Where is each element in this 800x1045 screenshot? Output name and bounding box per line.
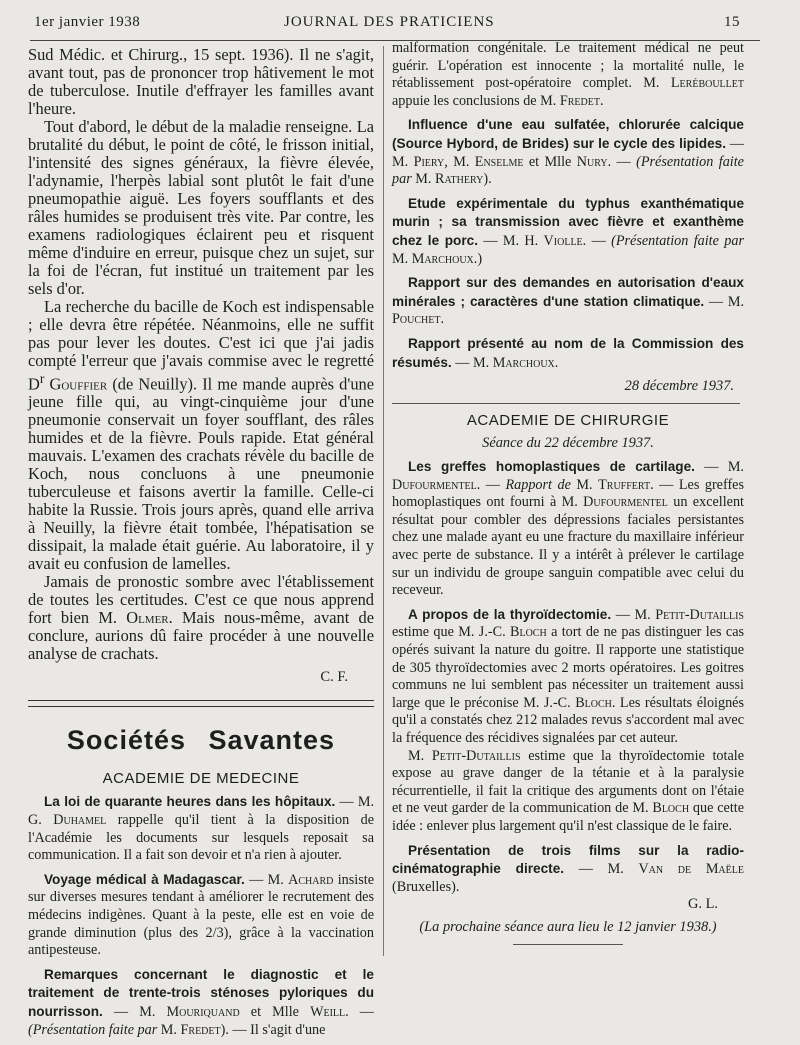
person-name: Rathery [434,171,484,188]
text-run: ). [483,171,492,188]
chirurgie-signature: G. L. [688,896,718,913]
text-run: — M. [451,354,493,371]
text-run: malformation congénitale. Le traitement médical ne peut guérir. L'opération est innocente ; la mortalité nulle, le rétablissement post-opératoire complet. M. [392,40,744,92]
text-run: .) [473,250,483,267]
article-paragraph [28,298,374,573]
text-run: . Les résultats éloignés qu'il a constatés chez 212 malades revus s'accordent mal avec la fréquence des récidives signalées par cet auteur. [392,694,744,746]
person-name: Mouriquand [166,1004,240,1020]
news-entry [28,966,374,1039]
text-run: . — [476,476,506,493]
news-entry [392,274,744,329]
end-rule [513,944,623,945]
news-entry [392,195,744,268]
text-run: insiste sur diverses mesures tendant à améliorer le recrutement des médecins indigènes. Quant à la peste, elle est en voie de grande diminution (plus des 2/3), grâce à la vaccination antipesteuse. [28,871,374,959]
person-name: Achard [288,871,334,888]
text-run: — M. [102,1004,167,1020]
column-divider [383,46,384,956]
text-run: un excellent résultat pour combler des dépressions faciales persistantes chez une malade ayant eu une fracture du maxillaire inférieur avec perte de substance. Il y a intérêt à prélever le cartilage sur un individu de groupe sanguin compatible avec celui du receveur. [392,494,745,599]
text-run: et Mlle [523,153,577,170]
person-name: Dufourmentel [392,476,477,493]
text-run: ). — Il s'agit d'une [220,1021,326,1038]
section-double-rule [28,700,374,707]
text-run: a tort de ne pas distinguer les cas opérés suivant la nature du goitre. Il rapporte une statistique de 305 thyroïdectomies avec 2 morts opératoires. Les goitres communs ne lui semblent pas nécessiter un traitement aussi large que le préconise M. J.-C. [392,624,745,711]
news-entry [392,458,744,600]
session-date: Séance du 22 décembre 1937. [482,435,654,452]
article-paragraph: Tout d'abord, le début de la maladie renseigne. La brutalité du début, le point de côté, le frisson initial, l'intensité des signes généraux, la fièvre élevée, l'adynamie, l'herpès labial sont plutôt le fait d'une pneumopathie aiguë. Les foyers soufflants et des râles humides se produisent très vite. Par contre, les examens radiologiques éclairent peu et risquent même d'induire en erreur, puisque chez un sujet, sur la foi de l'écran, fut institué un traitement par les sels d'or. [28,117,374,298]
medecine-news [28,793,374,1039]
person-name: Truffert [598,476,651,493]
news-paragraph [392,748,744,836]
person-name: Dufourmentel [583,494,668,511]
article-paragraph: Sud Médic. et Chirurg., 15 sept. 1936). Il ne s'agit, avant tout, pas de prononcer trop hâtivement le mot de tuberculose. Inutile d'effrayer les familles avant l'heure. [28,45,374,118]
text-run: . [440,311,444,328]
text-run: M. [570,476,599,493]
text-run: — M. [244,871,289,888]
person-name: Fredet [559,92,600,109]
text-run: et Mlle [239,1004,311,1020]
text-run: que cette idée : enlever plus largement qu'il n'est classique de le faire. [392,800,744,834]
person-name: Nury [576,153,608,170]
person-name: Weill [310,1004,346,1020]
person-name: Bloch [510,624,547,641]
person-name: Piery [413,153,445,170]
text-run: . [599,92,604,109]
text-run: M. [408,747,432,764]
entry-title: Voyage médical à Madagascar. [44,871,245,887]
entry-title: Influence d'une eau sulfatée, chlorurée calcique (Source Hybord, de Brides) sur le cycle des lipides. [392,117,744,151]
news-entry [28,871,374,960]
person-name: Enselme [474,153,524,170]
text-run: — M. [392,135,744,170]
person-name: Leréboullet [670,75,744,92]
entry-title: Rapport présenté au nom de la Commission des résumés. [392,335,744,370]
right-column [392,40,745,945]
news-entry [392,842,744,897]
section-rule [392,403,740,404]
person-name: Bloch [575,694,612,711]
rapport-note: Rapport de [505,476,571,493]
running-head [34,14,740,34]
page-number: 15 [724,14,740,30]
person-name: Pouchet [392,311,441,328]
text-run: — M. [564,861,639,878]
text-run: . — [582,232,612,249]
person-name: Bloch [652,800,690,817]
person-name: Olmer [126,608,169,628]
academy-heading: ACADEMIE DE MEDECINE [102,770,300,788]
news-entry [392,116,744,188]
text-run: (Bruxelles). [392,878,460,895]
text-run: , M. [444,153,475,170]
entry-title: La loi de quarante heures dans les hôpitaux. [44,794,336,810]
text-run: — M. [694,459,744,476]
entry-title: Rapport sur des demandes en autorisation d'eaux minérales ; caractères d'une station climatique. [392,275,744,309]
news-entry [392,606,744,748]
text-run: r [39,371,45,386]
journal-title: JOURNAL DES PRATICIENS [284,14,495,30]
entry-title: Etude expérimentale du typhus exanthématique murin ; sa transmission avec fièvre et exanthème chez le porc. [392,195,744,248]
text-run: La recherche du bacille de Koch est indispensable ; elle devra être répétée. Néanmoins, elle ne suffit pas pour lever les doutes. C'est ici que j'ai jadis compté l'erreur que j'avais commise avec le regretté D [28,297,374,394]
text-run: — M. [611,606,656,623]
news-entry [28,793,374,864]
presentation-note: (Présentation faite par [392,153,744,188]
entry-title: Remarques concernant le diagnostic et le traitement de trente-trois sténoses pyloriques du nourrisson. [28,966,374,1019]
text-run: M. [411,171,435,188]
person-name: Petit-Dutaillis [655,606,744,623]
section-title: Sociétés Savantes [66,725,336,756]
text-run: . [554,354,559,371]
news-entry [392,335,744,372]
entry-title: Présentation de trois films sur la radio-cinématographie directe. [392,842,744,877]
text-run: rappelle qu'il tient à la disposition de l'Académie les documents sur lesquels reposait sa communication. Il a fait son devoir et n'a rien à ajouter. [28,812,374,864]
presentation-note: (Présentation faite par [28,1021,158,1038]
medecine-date: 28 décembre 1937. [624,378,734,395]
article-continuation [28,46,374,686]
text-run: appuie les conclusions de M. [392,92,560,109]
next-session-note: (La prochaine séance aura lieu le 12 janvier 1938.) [419,919,717,936]
entry-title: A propos de la thyroïdectomie. [408,606,612,622]
person-name: Van de Maële [638,861,744,878]
person-name: Violle [543,232,583,249]
text-run: . — [607,153,637,170]
person-name: Duhamel [53,812,107,829]
text-run: M. [392,250,412,267]
text-run: M. [157,1021,181,1038]
text-run: — M. H. [477,232,544,249]
left-column [28,46,374,1045]
text-run: — M. [704,293,744,310]
person-name: Marchoux [492,354,555,371]
person-name: Marchoux [411,250,474,267]
entry-title: Les greffes homoplastiques de cartilage. [408,459,695,475]
text-run: . Mais nous-même, avant de conclure, aurions dû faire procéder à une nouvelle analyse de crachats. [28,608,374,664]
text-run: Jamais de pronostic sombre avec l'établissement de toutes les certitudes. C'est ce que nous apprend fort bien M. [28,572,374,628]
academy-heading: ACADEMIE DE CHIRURGIE [466,412,670,430]
person-name: Fredet [180,1021,221,1038]
text-run: — M. G. [28,794,374,829]
text-run: estime que la thyroïdectomie totale expose au grave danger de la tétanie et à la paralysie récurrentielle, il fait la critique des arguments dont on l'étaie et ne veut garder de la communication de M. [392,747,744,817]
text-run: (de Neuilly). Il me mande auprès d'une jeune fille qui, au vingt-cinquième jour d'une pneumonie conservait un foyer soufflant, des râles humides et de la fièvre. Pouls rapide. Etat général mauvais. L'examen des crachats révèle du bacille de Koch, nous concluons à une pneumonie tuberculeuse et faisons avertir la famille. Celle-ci habite la Russie. Trois jours après, quand elle arriva à Neuilly, la fièvre était tombée, l'hépatisation se dissipait, la malade était guérie. Au laboratoire, il y avait eu confusion de lamelles. [28,374,374,574]
news-entry-continuation [392,40,744,110]
article-signature: C. F. [320,669,348,686]
text-run: . — Les greffes homoplastiques ont fourni à M. [392,476,744,511]
text-run: . — [345,1004,374,1020]
person-name: Gouffier [49,374,108,394]
article-paragraph [28,573,374,663]
presentation-note: (Présentation faite par [611,232,744,249]
text-run: estime que M. J.-C. [392,624,510,641]
person-name: Petit-Dutaillis [431,747,521,764]
issue-date: 1er janvier 1938 [34,14,141,30]
